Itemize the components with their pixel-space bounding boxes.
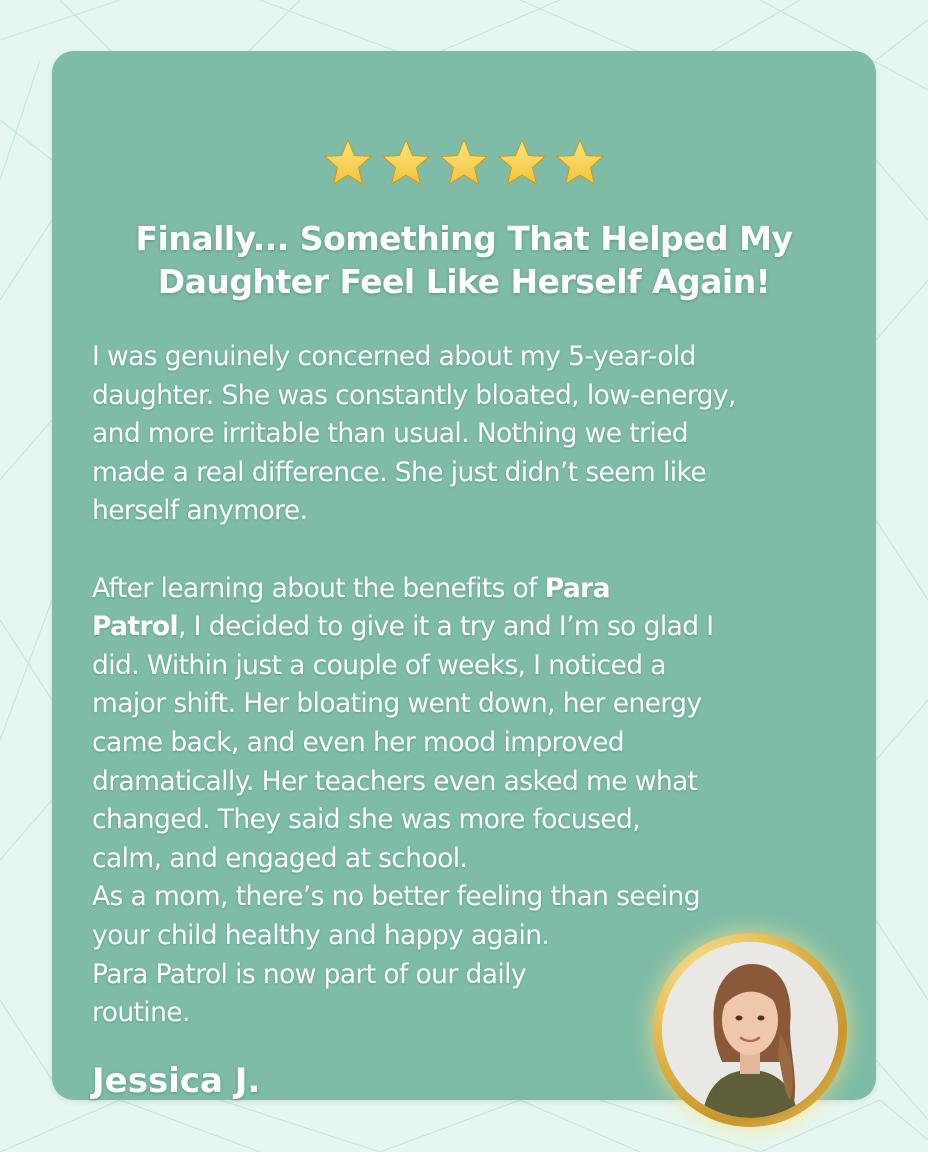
review-line: dramatically. Her teachers even asked me what — [92, 765, 698, 797]
review-line: I was genuinely concerned about my 5-year-old — [92, 341, 696, 372]
review-line: Patrol, I decided to give it a try and I’m so glad I — [92, 611, 714, 643]
testimonial-card — [52, 51, 876, 1100]
review-line: routine. — [92, 997, 190, 1029]
review-line: made a real difference. She just didn’t seem like — [92, 456, 707, 488]
review-line: herself anymore. — [92, 495, 308, 527]
review-line: calm, and engaged at school. — [92, 842, 468, 874]
reviewer-photo-icon — [662, 942, 838, 1118]
star-icon — [322, 137, 374, 189]
star-icon — [438, 137, 490, 189]
author-name: Jessica J. — [92, 1061, 261, 1101]
review-text — [92, 338, 852, 1033]
review-line: Para Patrol is now part of our daily — [92, 958, 526, 990]
rating-stars — [52, 137, 876, 193]
review-line: major shift. Her bloating went down, her energy — [92, 688, 702, 720]
headline-line-1: Finally... Something That Helped My — [135, 219, 793, 258]
review-line: As a mom, there’s no better feeling than seeing — [92, 881, 700, 913]
headline-line-2: Daughter Feel Like Herself Again! — [157, 262, 771, 301]
review-line: your child healthy and happy again. — [92, 919, 550, 951]
product-name: Para — [544, 572, 610, 604]
product-name: Patrol — [92, 611, 179, 643]
star-icon — [496, 137, 548, 189]
review-line: After learning about the benefits of Para — [92, 572, 610, 604]
avatar — [653, 933, 847, 1127]
headline — [92, 217, 836, 303]
star-icon — [554, 137, 606, 189]
review-line: came back, and even her mood improved — [92, 726, 624, 758]
review-line: did. Within just a couple of weeks, I noticed a — [92, 649, 666, 681]
star-icon — [380, 137, 432, 189]
review-line: changed. They said she was more focused, — [92, 804, 641, 836]
review-line: daughter. She was constantly bloated, low-energy, — [92, 379, 736, 411]
review-line: and more irritable than usual. Nothing we tried — [92, 418, 689, 450]
